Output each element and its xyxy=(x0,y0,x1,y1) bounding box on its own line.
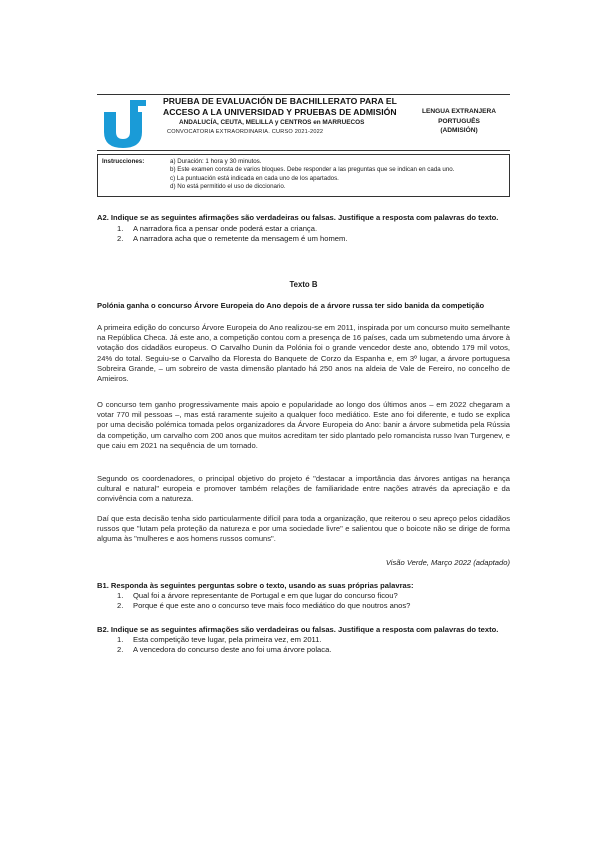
texto-b-label: Texto B xyxy=(289,280,318,289)
question-b2-title: B2. Indique se as seguintes afirmações são verdadeiras ou falsas. Justifique a resposta com palavras do texto. xyxy=(97,625,499,634)
texto-b-paragraph-1: A primeira edição do concurso Árvore Europeia do Ano realizou-se em 2011, inspirada por um concurso muito semelhante na República Checa. Já este ano, a competição contou com a presença de 16 países, cada um submetendo uma árvore à votação dos cidadãos europeus. O Carvalho Dunin da Polónia foi o grande vencedor deste ano, obtendo 179 mil votos, 24% do total. Seguiu-se o Carvalho da Floresta do Banquete de Corzo da Espanha e, em 3º lugar, a árvore portuguesa Sobreira Grande, – um sobreiro de vasta dimensão plantado há 250 anos na aldeia de Vale de Fereiro, no concelho de Amieiros. xyxy=(97,323,510,384)
texto-b-headline-block xyxy=(97,301,510,311)
item-text: A narradora acha que o remetente da mensagem é um homem. xyxy=(133,234,348,244)
exam-header xyxy=(97,94,510,151)
instructions-box xyxy=(97,154,510,197)
exam-title-line2: ACCESO A LA UNIVERSIDAD Y PRUEBAS DE ADMISIÓN xyxy=(163,107,397,117)
exam-region: ANDALUCÍA, CEUTA, MELILLA y CENTROS en MARRUECOS xyxy=(179,119,365,126)
texto-b-source: Visão Verde, Março 2022 (adaptado) xyxy=(385,558,510,567)
texto-b-paragraph-4: Daí que esta decisão tenha sido particularmente difícil para toda a organização, que reiterou o seu apreço pelos cidadãos russos que "lutam pela proteção da natureza e por uma sociedade livre" e salientou que o boicote não se dirige de forma alguma às "mulheres e aos homens russos comuns". xyxy=(97,514,510,544)
question-item xyxy=(117,635,510,645)
exam-title-line1: PRUEBA DE EVALUACIÓN DE BACHILLERATO PARA EL xyxy=(163,96,397,106)
question-item xyxy=(117,234,510,244)
item-number: 1. xyxy=(117,224,124,234)
item-number: 2. xyxy=(117,645,124,655)
question-item xyxy=(117,224,510,234)
question-item xyxy=(117,591,510,601)
subject-line2: PORTUGUÊS xyxy=(438,117,480,125)
instructions-label: Instrucciones: xyxy=(102,158,145,165)
question-b1-title: B1. Responda às seguintes perguntas sobre o texto, usando as suas próprias palavras: xyxy=(97,581,414,590)
institution-block xyxy=(163,96,413,137)
question-a2 xyxy=(97,213,510,245)
item-number: 1. xyxy=(117,635,124,645)
subject-line3: (ADMISIÓN) xyxy=(440,127,478,134)
question-item xyxy=(117,601,510,611)
subject-block xyxy=(414,107,504,136)
university-logo-icon xyxy=(100,98,160,148)
question-a2-list xyxy=(117,224,510,244)
instructions-list xyxy=(170,158,454,192)
question-b1 xyxy=(97,581,510,612)
texto-b-paragraph-2: O concurso tem ganho progressivamente mais apoio e popularidade ao longo dos últimos anos – em 2022 chegaram a votar 770 mil pessoas –, mas está raramente sujeito a qualquer foco mediático. Este ano foi diferente, e tudo se explica por uma decisão polémica tomada pelos organizadores da Árvore Europeia do Ano: banir a árvore submetida pela Rússia da competição, um carvalho com 200 anos que muitos acreditam ter sido plantado pelo romancista russo Ivan Turgenev, e que caiu em 2021 na sequência de um tornado. xyxy=(97,400,510,450)
question-b2-list xyxy=(117,635,510,655)
item-text: Qual foi a árvore representante de Portugal e em que lugar do concurso ficou? xyxy=(133,591,398,601)
item-text: Porque é que este ano o concurso teve mais foco mediático do que noutros anos? xyxy=(133,601,411,611)
texto-b-headline: Polónia ganha o concurso Árvore Europeia do Ano depois de a árvore russa ter sido banida da competição xyxy=(97,301,485,310)
question-b2 xyxy=(97,625,510,656)
item-number: 2. xyxy=(117,234,124,244)
question-item xyxy=(117,645,510,655)
item-number: 1. xyxy=(117,591,124,601)
item-text: Esta competição teve lugar, pela primeira vez, em 2011. xyxy=(133,635,322,645)
instruction-item: d) No está permitido el uso de diccionario. xyxy=(170,183,286,191)
instruction-item: b) Este examen consta de varios bloques. Debe responder a las preguntas que se indican en cada uno. xyxy=(170,166,455,174)
texto-b-paragraph-3: Segundo os coordenadores, o principal objetivo do projeto é "destacar a importância das árvores antigas na herança cultural e natural" europeia e promover também relações de familiaridade entre nações através da apreciação e da convivência com a natureza. xyxy=(97,474,510,504)
item-text: A narradora fica a pensar onde poderá estar a criança. xyxy=(133,224,318,234)
instruction-item: c) La puntuación está indicada en cada uno de los apartados. xyxy=(170,174,339,182)
subject-line1: LENGUA EXTRANJERA xyxy=(421,108,497,115)
question-a2-title: A2. Indique se as seguintes afirmações são verdadeiras ou falsas. Justifique a resposta com palavras do texto. xyxy=(97,213,499,222)
exam-convocatoria: CONVOCATORIA EXTRAORDINARIA. CURSO 2021-2022 xyxy=(167,129,324,135)
instruction-item: a) Duración: 1 hora y 30 minutos. xyxy=(170,158,262,165)
question-b1-list xyxy=(117,591,510,611)
item-text: A vencedora do concurso deste ano foi uma árvore polaca. xyxy=(133,645,332,655)
item-number: 2. xyxy=(117,601,124,611)
header-top-rule xyxy=(97,94,510,95)
